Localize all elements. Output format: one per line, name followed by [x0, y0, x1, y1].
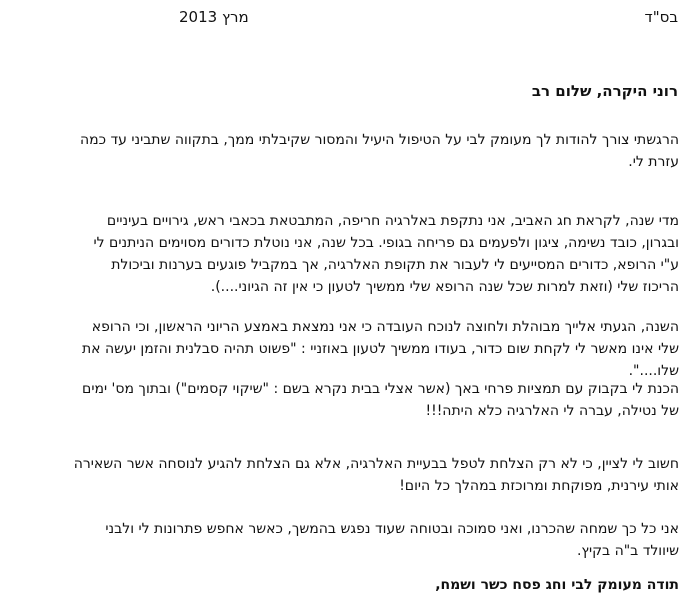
letter-date: מרץ 2013	[179, 8, 249, 26]
paragraph-line: אני כל כך שמחה שהכרנו, ואני סמוכה ובטוחה שעוד נפגש בהמשך, כאשר אחפש פתרונות לי ולבני	[105, 521, 679, 537]
paragraph-line: חשוב לי לציין, כי לא רק הצלחת לטפל בבעיית האלרגיה, אלא גם הצלחת להגיע לנוסחה אשר השאירה	[73, 456, 679, 472]
paragraph-line: שלו....".	[628, 363, 679, 379]
salutation: רוני היקרה, שלום רב	[531, 82, 678, 100]
closing-line: תודה מעומק לבי וחג פסח כשר ושמח,	[435, 577, 679, 593]
paragraph-line: מדי שנה, לקראת חג האביב, אני נתקפת באלרגיה חריפה, המתבטאת בכאבי ראש, גירויים בעיניים	[106, 213, 679, 229]
paragraph-line: הריכוז שלי (וזאת למרות שכל שנה הרופא שלי ממשיך לטעון כי אין זה הגיוני....).	[210, 279, 679, 295]
paragraph-2	[7, 210, 679, 298]
paragraph-line: עזרת לי.	[628, 154, 679, 170]
paragraph-line: של נטילה, עברה לי האלרגיה כלא היתה!!!	[425, 403, 679, 419]
bsd-header: בס"ד	[644, 8, 678, 26]
paragraph-line: הכנת לי בקבוק עם תמציות פרחי באך (אשר אצלי בבית נקרא בשם : "שיקוי קסמים") ובתוך מס' ימים	[82, 381, 679, 397]
paragraph-1	[7, 129, 679, 173]
paragraph-line: הרגשתי צורך להודות לך מעומק לבי על הטיפול היעיל והמסור שקיבלתי ממך, בתקווה שתביני עד כמה	[79, 132, 679, 148]
paragraph-line: ע"י הרופא, כדורים המסייעים לי לעבור את תקופת האלרגיה, אך במקביל פוגעים בערנות וביכולת	[111, 257, 679, 273]
paragraph-line: שלי אינו מאשר לי לקחת שום כדור, בעודו ממשיך לטעון באוזניי : "פשוט תהיה סבלנית והזמן יעשה את	[81, 341, 679, 357]
paragraph-3	[7, 316, 679, 382]
paragraph-line: ובגרון, כובד נשימה, ציגון ולפעמים גם פריחה בגופי. בכל שנה, אני נוטלת כדורים מסוימים הניתנים לי	[93, 235, 679, 251]
paragraph-5	[7, 453, 679, 497]
paragraph-line: השנה, הגעתי אלייך מבוהלת ולחוצה לנוכח העובדה כי אני נמצאת באמצע הריוני הראשון, וכי הרופא	[91, 319, 679, 335]
paragraph-6	[7, 518, 679, 562]
paragraph-line: אותי עירנית, מפוקחת ומרוכזת במהלך כל היום!	[399, 478, 679, 494]
paragraph-line: שיוולד ב"ה בקיץ.	[576, 543, 679, 559]
paragraph-4	[7, 378, 679, 422]
